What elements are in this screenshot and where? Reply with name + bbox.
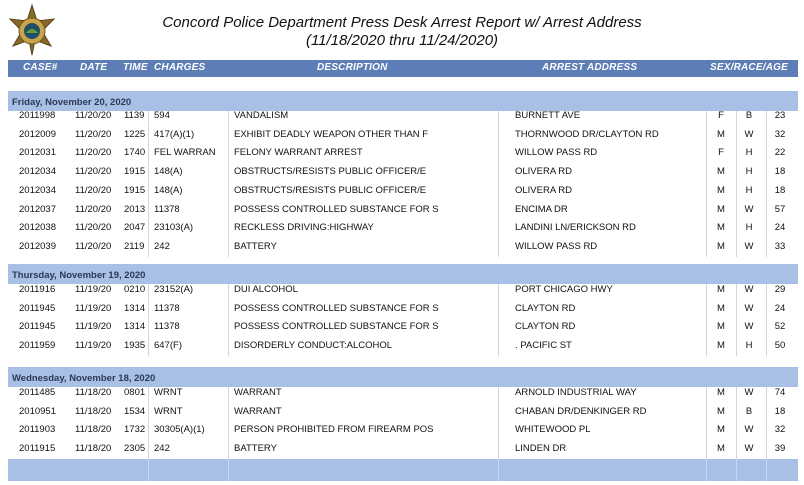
cell-case: 2012038 [19, 222, 56, 234]
cell-sex: M [717, 443, 725, 455]
report-date-range: (11/18/2020 thru 11/24/2020) [305, 32, 499, 49]
cell-race: W [744, 321, 754, 333]
cell-time: 1534 [124, 405, 146, 417]
cell-address: ENCIMA DR [515, 203, 568, 215]
cell-race: W [744, 128, 754, 140]
section-header [8, 367, 798, 387]
col-header-charges: CHARGES [154, 62, 206, 73]
cell-charges: 23152(A) [154, 284, 194, 295]
section-header [8, 91, 798, 111]
cell-description: WARRANT [234, 405, 282, 417]
cell-time: 1314 [124, 302, 146, 314]
cell-race: H [745, 222, 753, 234]
cell-race: H [745, 184, 753, 196]
cell-description: WARRANT [234, 387, 282, 398]
cell-case: 2011945 [19, 302, 56, 314]
cell-sex: M [717, 203, 725, 215]
cell-date: 11/20/20 [75, 240, 112, 252]
column-header-bar [8, 60, 798, 77]
cell-sex: M [717, 424, 725, 436]
cell-address: WHITEWOOD PL [515, 424, 591, 436]
cell-age: 57 [774, 203, 786, 215]
cell-description: OBSTRUCTS/RESISTS PUBLIC OFFICER/E [234, 184, 427, 196]
cell-age: 52 [774, 321, 786, 333]
cell-age: 24 [774, 302, 786, 314]
cell-age: 39 [774, 443, 786, 455]
cell-date: 11/20/20 [75, 203, 112, 215]
cell-race: W [744, 203, 754, 215]
cell-address: WILLOW PASS RD [515, 240, 598, 252]
section-header [8, 264, 798, 284]
cell-description: DISORDERLY CONDUCT:ALCOHOL [234, 340, 393, 352]
cell-description: BATTERY [234, 443, 277, 455]
cell-time: 0210 [124, 284, 146, 295]
cell-charges: 594 [154, 110, 170, 121]
cell-race: H [745, 147, 753, 159]
cell-date: 11/18/20 [75, 443, 112, 455]
cell-age: 32 [774, 424, 786, 436]
cell-description: BATTERY [234, 240, 277, 252]
cell-date: 11/20/20 [75, 128, 112, 140]
cell-sex: M [717, 240, 725, 252]
table-footer-bar [8, 459, 798, 481]
cell-time: 1935 [124, 340, 146, 352]
cell-description: PERSON PROHIBITED FROM FIREARM POS [234, 424, 434, 436]
cell-time: 1225 [124, 128, 146, 140]
cell-charges: 242 [154, 240, 170, 252]
cell-date: 11/20/20 [75, 147, 112, 159]
cell-age: 32 [774, 128, 786, 140]
cell-case: 2012034 [19, 184, 56, 196]
cell-sex: F [718, 147, 724, 159]
cell-charges: 148(A) [154, 184, 183, 196]
cell-address: BURNETT AVE [515, 110, 581, 121]
cell-case: 2011998 [19, 110, 56, 121]
cell-age: 22 [774, 147, 786, 159]
cell-address: LINDEN DR [515, 443, 567, 455]
cell-age: 18 [774, 166, 786, 178]
cell-case: 2012031 [19, 147, 56, 159]
col-header-address: ARREST ADDRESS [542, 62, 638, 73]
cell-time: 0801 [124, 387, 146, 398]
cell-case: 2011945 [19, 321, 56, 333]
section-date-label: Thursday, November 19, 2020 [12, 270, 146, 281]
cell-address: THORNWOOD DR/CLAYTON RD [515, 128, 659, 140]
cell-charges: 148(A) [154, 166, 183, 178]
cell-date: 11/19/20 [75, 321, 112, 333]
cell-address: OLIVERA RD [515, 184, 573, 196]
cell-description: VANDALISM [234, 110, 289, 121]
section-date-label: Friday, November 20, 2020 [12, 97, 132, 108]
col-header-date: DATE [80, 62, 108, 73]
cell-case: 2011916 [19, 284, 56, 295]
cell-sex: F [718, 110, 724, 121]
cell-address: LANDINI LN/ERICKSON RD [515, 222, 636, 234]
cell-race: B [745, 110, 753, 121]
cell-case: 2012009 [19, 128, 56, 140]
cell-time: 1740 [124, 147, 146, 159]
cell-charges: 11378 [154, 203, 180, 215]
cell-sex: M [717, 128, 725, 140]
cell-case: 2011903 [19, 424, 56, 436]
section-date-label: Wednesday, November 18, 2020 [12, 373, 156, 384]
cell-age: 29 [774, 284, 786, 295]
cell-time: 2119 [124, 240, 145, 252]
cell-case: 2012039 [19, 240, 56, 252]
cell-charges: FEL WARRAN [154, 147, 216, 159]
cell-charges: WRNT [154, 387, 183, 398]
cell-address: WILLOW PASS RD [515, 147, 598, 159]
cell-charges: 11378 [154, 321, 180, 333]
cell-time: 1915 [124, 184, 146, 196]
cell-age: 33 [774, 240, 786, 252]
cell-race: B [745, 405, 753, 417]
cell-age: 50 [774, 340, 786, 352]
cell-date: 11/19/20 [75, 284, 112, 295]
cell-charges: 417(A)(1) [154, 128, 195, 140]
cell-charges: 11378 [154, 302, 180, 314]
cell-race: H [745, 166, 753, 178]
cell-sex: M [717, 184, 725, 196]
cell-time: 1314 [124, 321, 146, 333]
report-title: Concord Police Department Press Desk Arrest Report w/ Arrest Address [162, 14, 642, 31]
cell-address: . PACIFIC ST [515, 340, 572, 352]
cell-charges: 30305(A)(1) [154, 424, 205, 436]
cell-time: 2305 [124, 443, 146, 455]
cell-date: 11/20/20 [75, 184, 112, 196]
col-header-case: CASE# [23, 62, 58, 73]
cell-description: OBSTRUCTS/RESISTS PUBLIC OFFICER/E [234, 166, 427, 178]
cell-case: 2011959 [19, 340, 56, 352]
cell-date: 11/19/20 [75, 302, 112, 314]
cell-description: RECKLESS DRIVING:HIGHWAY [234, 222, 374, 234]
cell-address: CHABAN DR/DENKINGER RD [515, 405, 647, 417]
cell-time: 1139 [124, 110, 145, 121]
cell-address: OLIVERA RD [515, 166, 573, 178]
cell-address: ARNOLD INDUSTRIAL WAY [515, 387, 637, 398]
cell-time: 1915 [124, 166, 146, 178]
cell-sex: M [717, 302, 725, 314]
cell-charges: 242 [154, 443, 170, 455]
cell-age: 23 [774, 110, 786, 121]
cell-sex: M [717, 387, 725, 398]
cell-age: 74 [774, 387, 786, 398]
cell-date: 11/20/20 [75, 110, 112, 121]
cell-description: POSSESS CONTROLLED SUBSTANCE FOR S [234, 203, 439, 215]
cell-charges: WRNT [154, 405, 183, 417]
cell-description: EXHIBIT DEADLY WEAPON OTHER THAN F [234, 128, 429, 140]
cell-sex: M [717, 284, 725, 295]
cell-address: CLAYTON RD [515, 302, 576, 314]
col-header-sex-race-age: SEX/RACE/AGE [710, 62, 788, 73]
cell-description: DUI ALCOHOL [234, 284, 298, 295]
cell-date: 11/20/20 [75, 166, 112, 178]
cell-address: PORT CHICAGO HWY [515, 284, 613, 295]
cell-race: W [744, 424, 754, 436]
cell-race: W [744, 387, 754, 398]
cell-description: FELONY WARRANT ARREST [234, 147, 363, 159]
cell-date: 11/18/20 [75, 405, 112, 417]
cell-sex: M [717, 166, 725, 178]
cell-race: H [745, 340, 753, 352]
cell-time: 2047 [124, 222, 146, 234]
cell-address: CLAYTON RD [515, 321, 576, 333]
col-header-description: DESCRIPTION [317, 62, 388, 73]
cell-case: 2012037 [19, 203, 56, 215]
cell-race: W [744, 302, 754, 314]
cell-age: 24 [774, 222, 786, 234]
cell-sex: M [717, 340, 725, 352]
cell-time: 2013 [124, 203, 146, 215]
cell-description: POSSESS CONTROLLED SUBSTANCE FOR S [234, 302, 439, 314]
cell-charges: 647(F) [154, 340, 182, 352]
cell-date: 11/20/20 [75, 222, 112, 234]
cell-date: 11/19/20 [75, 340, 112, 352]
cell-description: POSSESS CONTROLLED SUBSTANCE FOR S [234, 321, 439, 333]
col-header-time: TIME [123, 62, 148, 73]
cell-case: 2010951 [19, 405, 56, 417]
cell-age: 18 [774, 184, 786, 196]
cell-charges: 23103(A) [154, 222, 194, 234]
cell-race: W [744, 443, 754, 455]
cell-date: 11/18/20 [75, 387, 112, 398]
cell-race: W [744, 240, 754, 252]
cell-sex: M [717, 321, 725, 333]
cell-case: 2011485 [19, 387, 56, 398]
cell-sex: M [717, 222, 725, 234]
cell-case: 2012034 [19, 166, 56, 178]
cell-sex: M [717, 405, 725, 417]
cell-time: 1732 [124, 424, 146, 436]
cell-date: 11/18/20 [75, 424, 112, 436]
cell-age: 18 [774, 405, 786, 417]
cell-race: W [744, 284, 754, 295]
cell-case: 2011915 [19, 443, 56, 455]
